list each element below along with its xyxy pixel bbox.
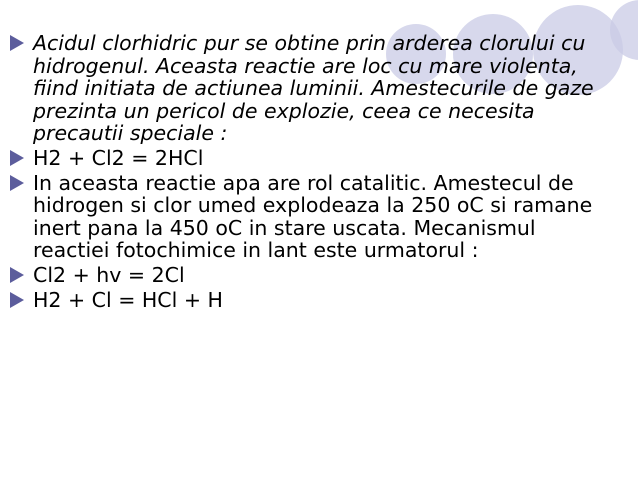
bullet-item [8,32,618,145]
triangle-bullet-icon [10,175,24,191]
bullet-item [8,147,618,170]
bullet-text: In aceasta reactie apa are rol catalitic. Amestecul de hidrogen si clor umed explodeaza la 250 oC si ramane inert pana la 450 oC in stare uscata. Mecanismul reactiei fotochimice in lant este urmatorul : [33,170,593,263]
slide-content [8,32,618,313]
triangle-bullet-icon [10,35,24,51]
bullet-text: Acidul clorhidric pur se obtine prin arderea clorului cu hidrogenul. Aceasta reactie are loc cu mare violenta, fiind initiata de actiunea luminii. Amestecurile de gaze prezinta un pericol de explozie, ceea ce necesita precautii speciale : [33,31,594,146]
triangle-bullet-icon [10,267,24,283]
bullet-item [8,264,618,287]
bullet-item [8,289,618,312]
bullet-item [8,172,618,262]
bullet-text: H2 + Cl2 = 2HCl [33,145,204,170]
triangle-bullet-icon [10,292,24,308]
triangle-bullet-icon [10,150,24,166]
bullet-text: H2 + Cl = HCl + H [33,287,223,312]
bullet-text: Cl2 + hv = 2Cl [33,262,185,287]
